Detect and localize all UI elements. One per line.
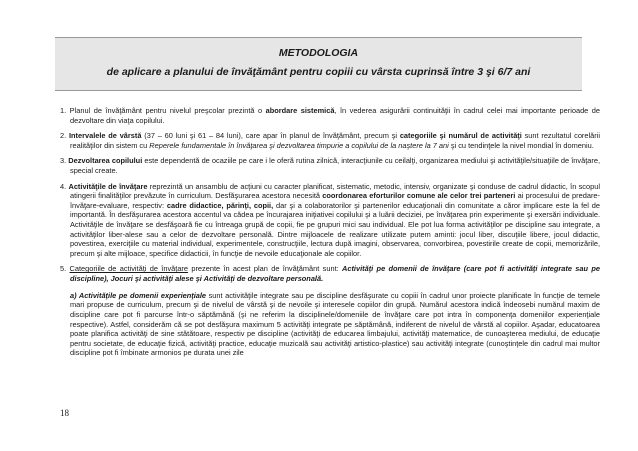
document-title: METODOLOGIA xyxy=(278,47,359,59)
paragraph-5a: a) Activităţile pe domenii experienţiale sunt activităţile integrate sau pe discipline desfăşurate cu copiii în cadrul unor proiecte planificate în funcţie de temele mari propuse de curriculum, precum şi de nivelul de vârstă şi de nevoile şi interesele copiilor din grupă. Numărul acestora indică îndeosebi numărul maxim de discipline care pot fi parcurse într-o săptămână (şi ne referim la disciplinele/domeniile de învăţare care pot intra în componenţa domeniilor experienţiale respective). Astfel, considerăm că se pot desfăşura maximum 5 activităţi integrate pe săptămână, indiferent de nivelul de vârstă al copiilor. Aşadar, educatoarea poate planifica activităţi de sine stătătoare, respectiv pe discipline (activităţi de educarea limbajului, activităţi matematice, de cunoaşterea mediului, de educaţie pentru societate, de educaţie fizică, activităţi practice, educaţie muzicală sau activităţi artistico-plastice) sau activităţi integrate (cunoştinţele din cadrul mai multor discipline pot fi îmbinate armonios pe durata unei zile xyxy=(70,290,601,358)
paragraph-1: 1. Planul de învăţământ pentru nivelul preşcolar prezintă o abordare sistemică, în vederea asigurării continuităţii în cadrul celei mai importante perioade de dezvoltare din viaţa copilului. xyxy=(60,106,601,125)
paragraph-4: 4. Activităţile de învăţare reprezintă un ansamblu de acţiuni cu caracter planificat, sistematic, metodic, intensiv, organizate şi conduse de cadrul didactic, în scopul atingerii finalităţilor prevăzute în curriculum. Desfăşurarea acestora necesită coordonarea eforturilor comune ale celor trei parteneri ai procesului de predare-învăţare-evaluare, respectiv: cadre didactice, părinţi, copii, dar şi a colaboratorilor şi partenerilor educaţionali din comunitate a căror implicare este la fel de importantă. În desfăşurarea acestora accentul va cădea pe încurajarea iniţiativei copilului şi a luării deciziei, pe învăţarea prin experimente şi exersări individuale. Activităţile de învăţare se desfăşoară fie cu întreaga grupă de copii, fie pe grupuri mici sau individual. Ele pot lua forma activităţilor pe discipline sau integrate, a activităţilor liber-alese sau a celor de dezvoltare personală. Dintre mijloacele de realizare utilizate putem aminti: jocul liber, discuţiile libere, jocul didactic, povestirea, exerciţiile cu material individual, experimentele, construcţiile, lectura după imagini, observarea, convorbirea, povestirile create de copii, memorizările, precum şi alte mijloace, specifice didacticii, în funcţie de nevoile educaţionale ale copiilor. xyxy=(60,181,600,258)
page-number: 18 xyxy=(60,408,69,418)
paragraph-5: 5. Categoriile de activităţi de învăţare prezente în acest plan de învăţământ sunt: Activităţi pe domenii de învăţare (care pot fi activităţi integrate sau pe discipline), Jocuri şi activităţi alese şi Activităţi de dezvoltare personală. xyxy=(60,264,601,283)
item-number: 5. xyxy=(60,264,67,274)
document-subtitle: de aplicare a planului de învăţământ pentru copiii cu vârsta cuprinsă între 3 şi 6/7 ani xyxy=(106,66,531,78)
item-number: 4. xyxy=(60,181,67,191)
item-number: 2. xyxy=(60,131,67,141)
paragraph-2: 2. Intervalele de vârstă (37 – 60 luni şi 61 – 84 luni), care apar în planul de învăţământ, precum şi categoriile şi numărul de activităţi sunt rezultatul corelării realităţilor din sistem cu Reperele fundamentale în învăţarea şi dezvoltarea timpurie a copilului de la naştere la 7 ani şi cu tendinţele la nivel mondial în domeniu. xyxy=(60,131,600,150)
item-number: 3. xyxy=(60,156,67,166)
title-box xyxy=(55,37,582,91)
item-number: 1. xyxy=(60,106,67,115)
document-body xyxy=(60,106,600,365)
paragraph-3: 3. Dezvoltarea copilului este dependentă de ocaziile pe care i le oferă rutina zilnică, interacţiunile cu ceilalţi, organizarea mediului şi activităţile/situaţiile de învăţare, special create. xyxy=(60,156,600,175)
